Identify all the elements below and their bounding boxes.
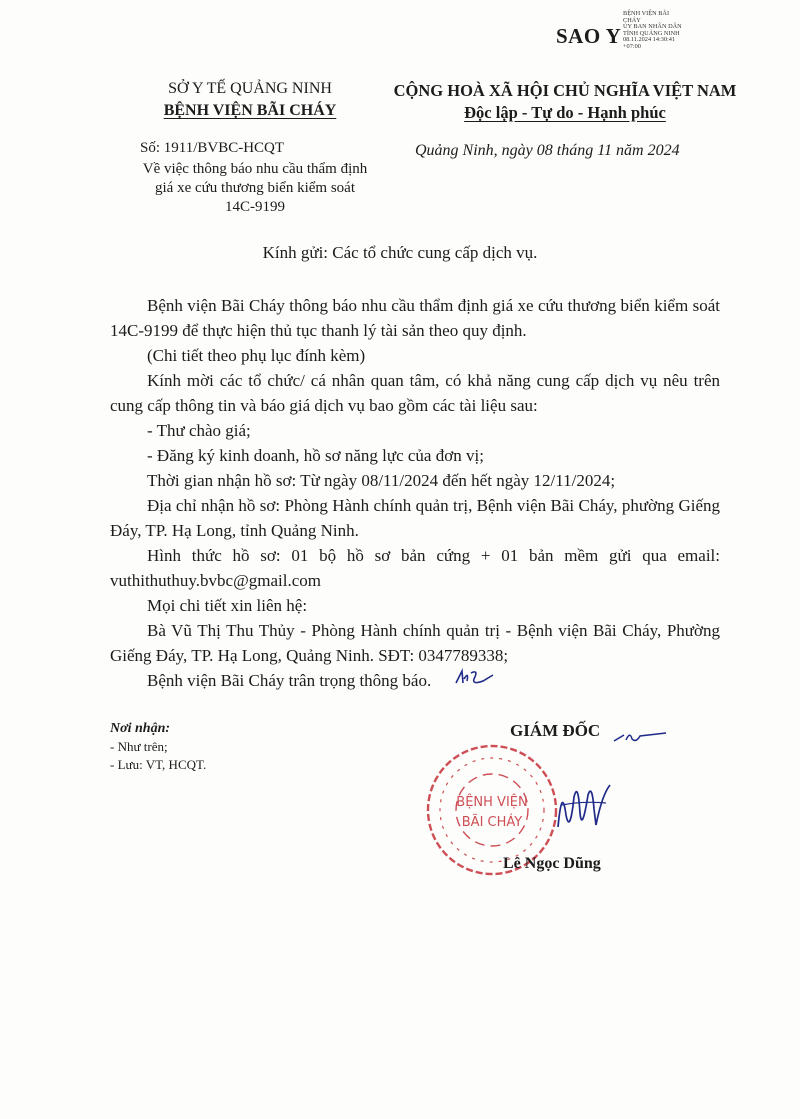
national-header [370, 80, 760, 124]
recipient-item: - Lưu: VT, HCQT. [110, 757, 207, 772]
initials-mark [453, 667, 495, 689]
body-paragraph: Địa chỉ nhận hồ sơ: Phòng Hành chính quản trị, Bệnh viện Bãi Cháy, phường Giếng Đáy, TP. Hạ Long, tỉnh Quảng Ninh. [110, 496, 720, 540]
copy-mark-line: ỦY BAN NHÂN DÂN [623, 23, 682, 31]
document-number: Số: 1911/BVBC-HCQT [140, 140, 285, 156]
copy-mark-details [623, 11, 743, 51]
issuer-org: SỞ Y TẾ QUẢNG NINH [168, 80, 332, 97]
copy-mark-label: SAO Y [556, 24, 622, 48]
recipients-title: Nơi nhận: [110, 721, 171, 736]
body-paragraph: Thời gian nhận hồ sơ: Từ ngày 08/11/2024 đến hết ngày 12/11/2024; [147, 471, 616, 490]
copy-mark-line: 08.11.2024 14:30:41 [623, 36, 676, 44]
body-paragraph: Mọi chi tiết xin liên hệ: [147, 596, 308, 615]
national-motto: Độc lập - Tự do - Hạnh phúc [464, 103, 666, 122]
handwritten-signature [548, 775, 618, 845]
document-subject: Về việc thông báo nhu cầu thẩm định giá xe cứu thương biển kiểm soát 14C-9199 [142, 161, 368, 215]
recipients-block [110, 720, 206, 774]
date-line: Quảng Ninh, ngày 08 tháng 11 năm 2024 [415, 142, 680, 159]
signer-title: GIÁM ĐỐC [510, 721, 601, 740]
copy-mark-line: +07:00 [623, 42, 641, 50]
seal-text-line: BỆNH VIỆN [456, 795, 528, 810]
body-paragraph: - Đăng ký kinh doanh, hồ sơ năng lực của đơn vị; [147, 446, 484, 465]
nation-title: CỘNG HOÀ XÃ HỘI CHỦ NGHĨA VIỆT NAM [393, 81, 737, 100]
copy-mark-line: TỈNH QUẢNG NINH [623, 29, 680, 37]
body-paragraph: (Chi tiết theo phụ lục đính kèm) [147, 346, 366, 365]
body-paragraph: Hình thức hồ sơ: 01 bộ hồ sơ bản cứng + 01 bản mềm gửi qua email: vuthithuthuy.bvbc@gmail.com [110, 546, 720, 590]
copy-mark-line: CHÁY [623, 16, 641, 24]
greeting: Kính gửi: Các tổ chức cung cấp dịch vụ. [262, 243, 538, 262]
document-body [110, 293, 720, 693]
title-initials-mark [612, 727, 668, 747]
body-paragraph: Kính mời các tổ chức/ cá nhân quan tâm, có khả năng cung cấp dịch vụ nêu trên cung cấp thông tin và báo giá dịch vụ bao gồm các tài liệu sau: [110, 371, 720, 415]
body-paragraph: Bệnh viện Bãi Cháy trân trọng thông báo. [147, 671, 432, 690]
body-paragraph: - Thư chào giá; [147, 421, 251, 440]
body-paragraph: Bà Vũ Thị Thu Thủy - Phòng Hành chính quản trị - Bệnh viện Bãi Cháy, Phường Giếng Đáy, TP. Hạ Long, Quảng Ninh. SĐT: 0347789338; [110, 621, 720, 665]
copy-mark-line: BỆNH VIỆN BÃI [623, 10, 670, 17]
body-paragraph: Bệnh viện Bãi Cháy thông báo nhu cầu thẩm định giá xe cứu thương biển kiểm soát 14C-9199 để thực hiện thủ tục thanh lý tài sản theo quy định. [110, 296, 720, 340]
signer-name: Lê Ngọc Dũng [503, 855, 601, 872]
seal-text-line: BÃI CHÁY [461, 815, 523, 830]
issuer-header [130, 78, 370, 122]
recipient-item: - Như trên; [110, 739, 168, 754]
issuer-hospital: BỆNH VIỆN BÃI CHÁY [163, 102, 337, 119]
